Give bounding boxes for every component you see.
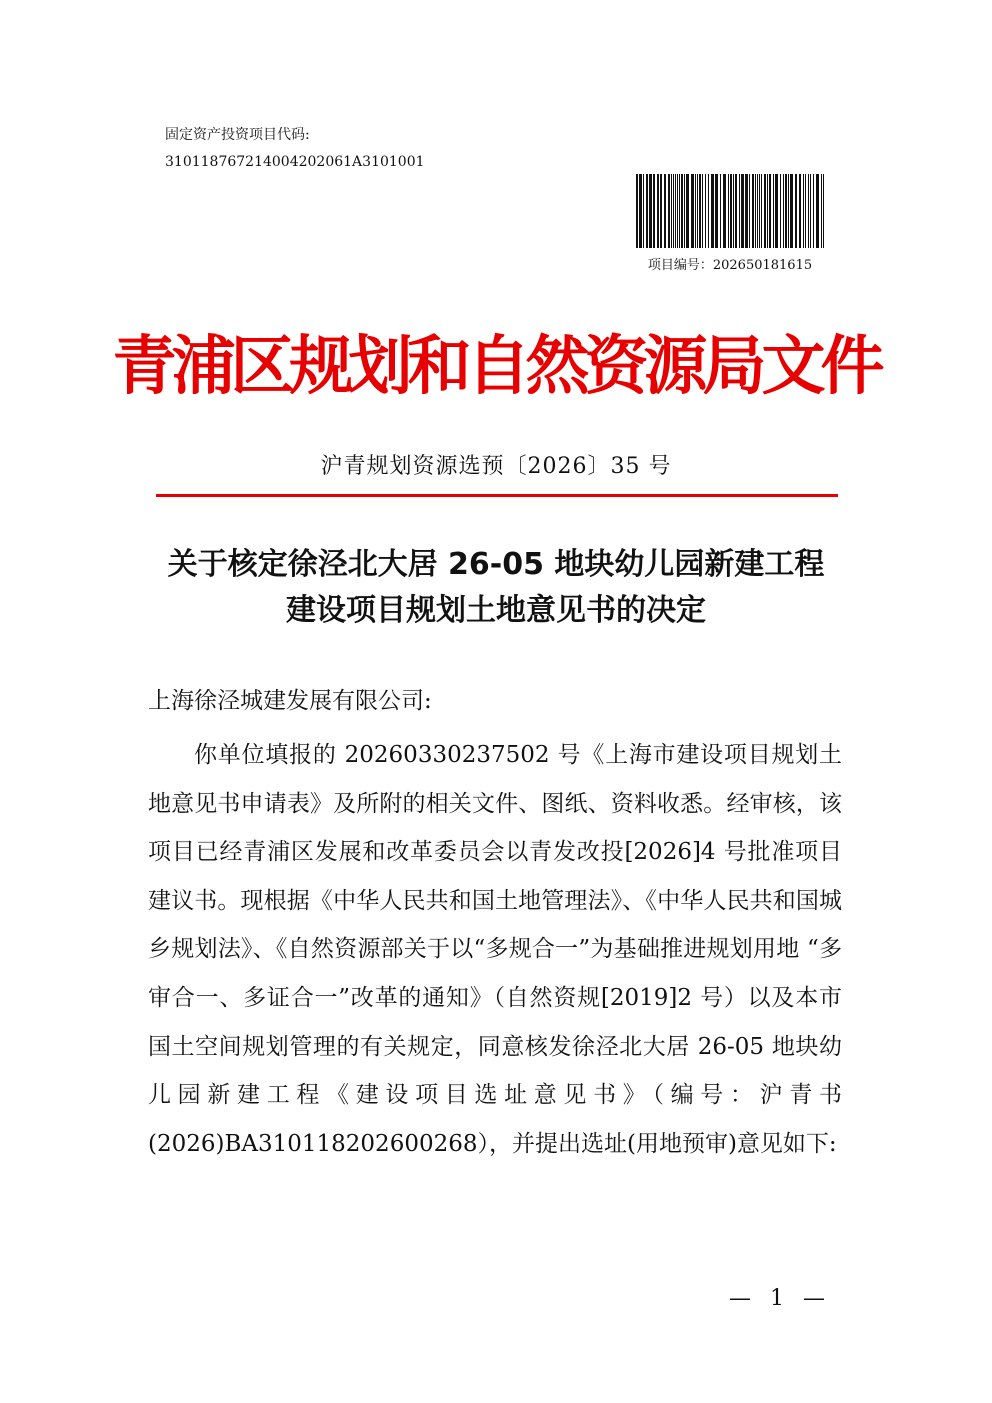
project-number: 项目编号：202650181615 — [647, 258, 813, 273]
barcode-block — [630, 174, 830, 273]
document-title-line-1: 关于核定徐泾北大居 26-05 地块幼儿园新建工程 — [167, 547, 825, 582]
page-number: — 1 — — [729, 1286, 831, 1311]
red-divider — [156, 494, 838, 497]
investment-code: 310118767214004202061A3101001 — [165, 154, 425, 170]
document-title-line-2: 建设项目规划土地意见书的决定 — [286, 593, 706, 628]
body-paragraph: 你单位填报的 20260330237502 号《上海市建设项目规划土地意见书申请表》及所附的相关文件、图纸、资料收悉。经审核，该项目已经青浦区发展和改革委员会以青发改投[2026]4 号批准项目建议书。现根据《中华人民共和国土地管理法》、《中华人民共和国城乡规划法》、《自然资源部关于以“多规合一”为基础推进规划用地 “多审合一、多证合一”改革的通知》（自然资规[2019]2 号）以及本市国土空间规划管理的有关规定，同意核发徐泾北大居 26-05 地块幼儿园新建工程《建设项目选址意见书》（编号：沪青书(2026)BA310118202600268），并提出选址(用地预审)意见如下: — [148, 742, 842, 1157]
recipient: 上海徐泾城建发展有限公司: — [148, 688, 432, 714]
masthead-title: 青浦区规划和自然资源局文件 — [112, 330, 880, 404]
investment-code-block — [165, 122, 425, 176]
document-title — [130, 542, 862, 634]
document-number: 沪青规划资源选预〔2026〕35 号 — [320, 454, 672, 479]
investment-code-label: 固定资产投资项目代码: — [165, 127, 310, 143]
barcode-icon — [630, 174, 830, 248]
